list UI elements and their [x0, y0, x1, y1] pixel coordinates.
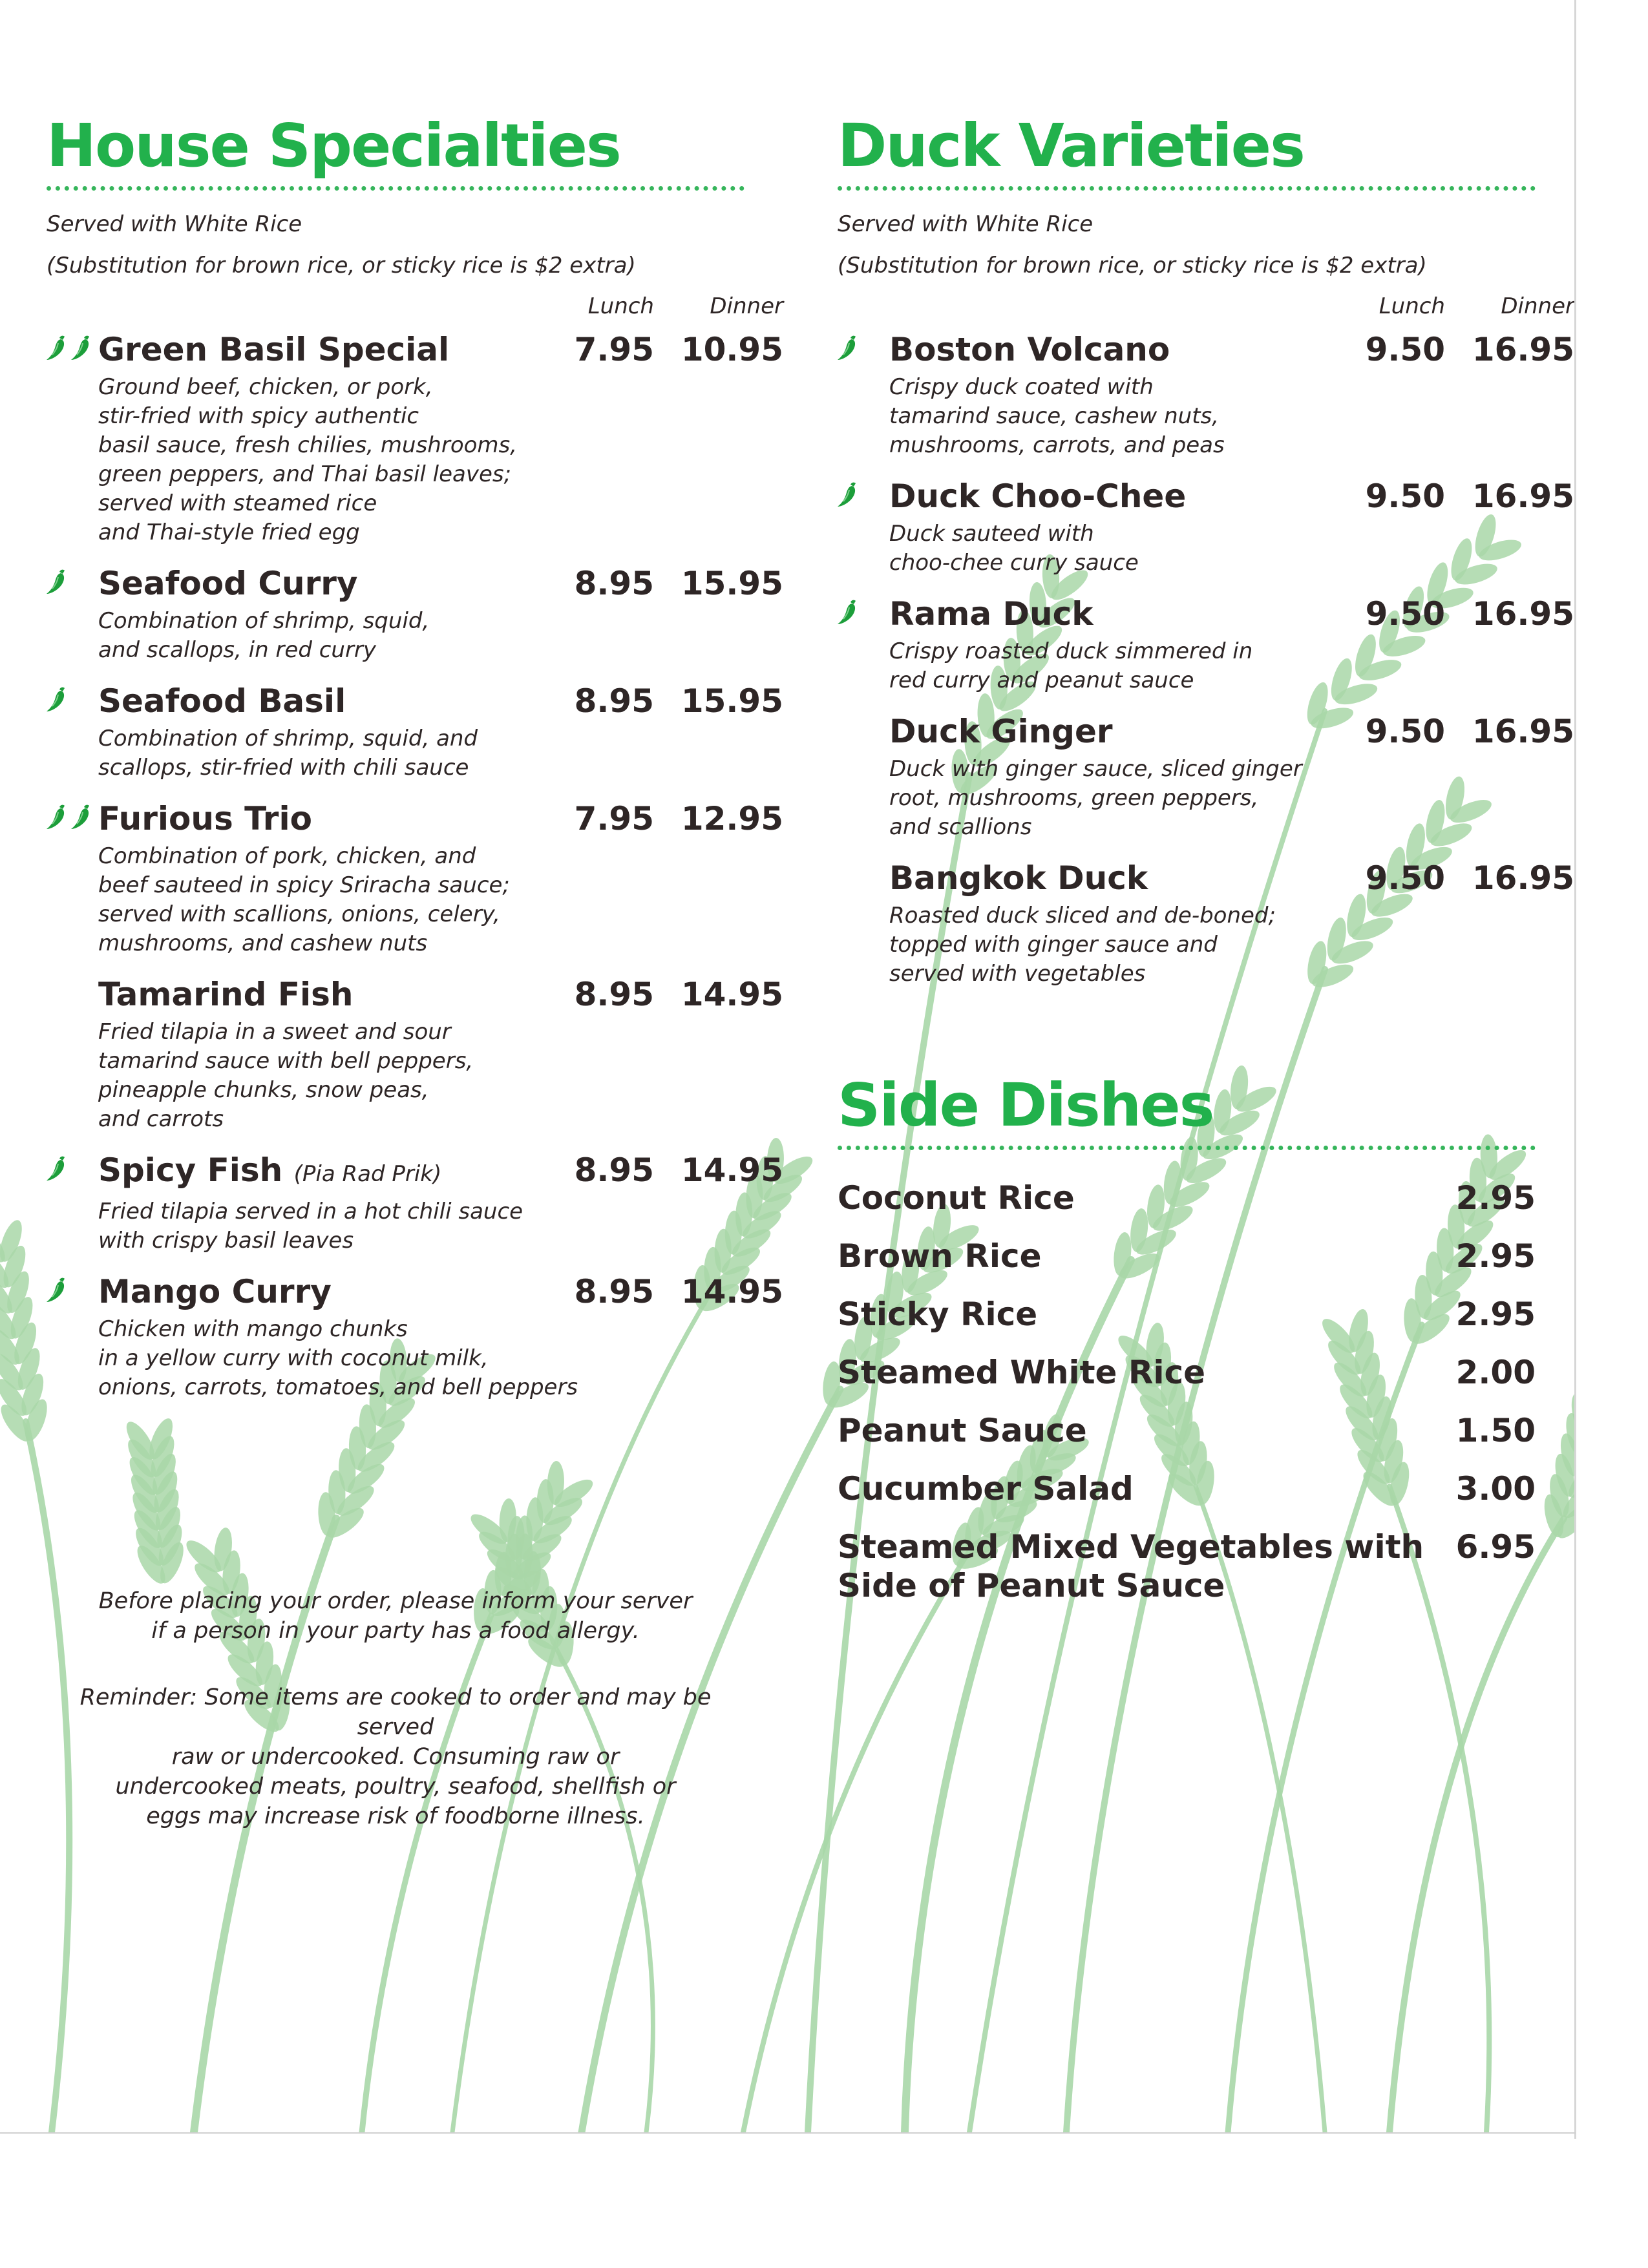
item-name: Green Basil Special: [98, 331, 450, 368]
item-name: Bangkok Duck: [889, 859, 1148, 897]
served-with-note: Served with White Rice: [838, 211, 1093, 237]
lunch-price: 7.95: [574, 800, 654, 837]
item-description: Fried tilapia served in a hot chili sauce with crispy basil leaves: [98, 1199, 523, 1254]
side-dish-item: [838, 1411, 1536, 1469]
side-dish-price: 2.95: [1455, 1296, 1536, 1333]
item-name: Spicy Fish (Pia Rad Prik): [98, 1151, 442, 1189]
menu-item: [47, 1268, 783, 1415]
menu-item: [838, 708, 1574, 855]
menu-item: [838, 855, 1574, 1002]
item-description: Fried tilapia in a sweet and sour tamarind sauce with bell peppers, pineapple chunks, snow peas, and carrots: [98, 1019, 474, 1132]
dinner-price: 12.95: [681, 800, 783, 837]
chili-pepper-icon: [69, 803, 93, 832]
dinner-price: 15.95: [681, 565, 783, 602]
item-name: Rama Duck: [889, 595, 1093, 633]
side-dish-name: Steamed Mixed Vegetables with Side of Peanut Sauce: [838, 1528, 1424, 1604]
side-dish-name: Brown Rice: [838, 1237, 1042, 1275]
dotted-divider: [47, 186, 745, 191]
menu-item-list: [838, 326, 1574, 1002]
menu-item: [47, 1147, 783, 1268]
spicy-indicator: [44, 568, 69, 599]
chili-pepper-icon: [835, 334, 860, 362]
item-name: Duck Choo-Chee: [889, 478, 1187, 515]
price-column-headers: [47, 286, 783, 326]
substitution-note: (Substitution for brown rice, or sticky rice is $2 extra): [838, 253, 1427, 278]
chili-pepper-icon: [44, 1276, 69, 1305]
side-dish-price: 2.95: [1455, 1179, 1536, 1217]
item-name: Mango Curry: [98, 1273, 332, 1310]
spicy-indicator: [44, 1155, 69, 1186]
chili-pepper-icon: [835, 598, 860, 627]
substitution-note: (Substitution for brown rice, or sticky rice is $2 extra): [47, 253, 636, 278]
menu-item: [47, 795, 783, 971]
item-note: (Pia Rad Prik): [293, 1161, 442, 1187]
side-dish-item: [838, 1237, 1536, 1295]
item-description: Chicken with mango chunks in a yellow curry with coconut milk, onions, carrots, tomatoes, and bell peppers: [98, 1316, 578, 1400]
section-title: Duck Varieties: [838, 111, 1304, 180]
dinner-price: 14.95: [681, 976, 783, 1013]
lunch-header: Lunch: [1379, 293, 1445, 319]
spicy-indicator: [835, 481, 860, 512]
chili-pepper-icon: [44, 334, 69, 362]
chili-pepper-icon: [44, 568, 69, 596]
item-name: Seafood Basil: [98, 682, 346, 720]
spicy-indicator: [44, 686, 69, 717]
spicy-indicator: [44, 1276, 69, 1307]
side-dish-item: [838, 1179, 1536, 1237]
house-specialties-section: [47, 110, 783, 1415]
side-dish-item: [838, 1469, 1536, 1528]
chili-pepper-icon: [835, 481, 860, 509]
side-dish-item: [838, 1295, 1536, 1353]
side-dish-item: [838, 1528, 1536, 1612]
lunch-price: 8.95: [574, 682, 654, 720]
chili-pepper-icon: [44, 803, 69, 832]
lunch-price: 7.95: [574, 331, 654, 368]
dotted-divider: [838, 186, 1536, 191]
side-dish-name: Sticky Rice: [838, 1296, 1038, 1333]
menu-item: [838, 591, 1574, 708]
lunch-price: 9.50: [1365, 478, 1445, 515]
dinner-price: 14.95: [681, 1151, 783, 1189]
side-dish-item: [838, 1353, 1536, 1411]
menu-item: [838, 473, 1574, 591]
chili-pepper-icon: [69, 334, 93, 362]
menu-item: [47, 678, 783, 795]
price-column-headers: [838, 286, 1574, 326]
menu-item: [47, 560, 783, 678]
menu-item: [838, 326, 1574, 473]
item-name: Boston Volcano: [889, 331, 1170, 368]
side-dish-price: 3.00: [1455, 1470, 1536, 1507]
lunch-price: 9.50: [1365, 713, 1445, 750]
item-description: Crispy duck coated with tamarind sauce, cashew nuts, mushrooms, carrots, and peas: [889, 374, 1225, 458]
side-dish-price: 2.95: [1455, 1237, 1536, 1275]
side-dish-name: Steamed White Rice: [838, 1354, 1206, 1391]
chili-pepper-icon: [44, 1155, 69, 1183]
dinner-price: 15.95: [681, 682, 783, 720]
lunch-price: 8.95: [574, 1151, 654, 1189]
served-with-note: Served with White Rice: [47, 211, 302, 237]
side-dish-name: Coconut Rice: [838, 1179, 1075, 1217]
menu-item-list: [47, 326, 783, 1415]
section-title: Side Dishes: [838, 1071, 1214, 1140]
dinner-price: 10.95: [681, 331, 783, 368]
chili-pepper-icon: [44, 686, 69, 714]
side-dish-price: 1.50: [1455, 1412, 1536, 1449]
side-dish-name: Peanut Sauce: [838, 1412, 1087, 1449]
lunch-price: 8.95: [574, 1273, 654, 1310]
dinner-price: 16.95: [1472, 331, 1574, 368]
spicy-indicator: [835, 598, 860, 629]
dinner-price: 16.95: [1472, 859, 1574, 897]
page-bottom-edge: [0, 2132, 1576, 2134]
side-dish-list: [838, 1179, 1536, 1612]
item-description: Roasted duck sliced and de-boned; topped with ginger sauce and served with vegetables: [889, 903, 1276, 987]
dinner-price: 16.95: [1472, 595, 1574, 633]
lunch-price: 8.95: [574, 565, 654, 602]
item-description: Duck with ginger sauce, sliced ginger root, mushrooms, green peppers, and scallions: [889, 756, 1302, 840]
dinner-price: 14.95: [681, 1273, 783, 1310]
item-description: Combination of shrimp, squid, and scallops, in red curry: [98, 608, 430, 663]
item-description: Ground beef, chicken, or pork, stir-fried with spicy authentic basil sauce, fresh chilies, mushrooms, green peppers, and Thai basil leaves; served with steamed rice and Thai-style fried egg: [98, 374, 518, 545]
menu-item: [47, 326, 783, 560]
section-title: House Specialties: [47, 111, 620, 180]
item-description: Combination of pork, chicken, and beef sauteed in spicy Sriracha sauce; served with scallions, onions, celery, mushrooms, and cashew nuts: [98, 843, 510, 956]
side-dish-price: 6.95: [1455, 1528, 1536, 1566]
page-edge: [1574, 0, 1576, 2139]
item-description: Combination of shrimp, squid, and scallops, stir-fried with chili sauce: [98, 726, 478, 781]
lunch-price: 9.50: [1365, 859, 1445, 897]
allergy-notice: Before placing your order, please inform your server if a person in your party has a food allergy.: [98, 1588, 693, 1644]
lunch-price: 9.50: [1365, 595, 1445, 633]
spicy-indicator: [44, 334, 93, 365]
dinner-price: 16.95: [1472, 713, 1574, 750]
dinner-header: Dinner: [710, 293, 783, 319]
side-dish-name: Cucumber Salad: [838, 1470, 1134, 1507]
dinner-price: 16.95: [1472, 478, 1574, 515]
item-name: Seafood Curry: [98, 565, 358, 602]
lunch-header: Lunch: [587, 293, 654, 319]
side-dishes-section: [838, 1069, 1536, 1612]
duck-varieties-section: [838, 110, 1574, 1612]
item-description: Duck sauteed with choo-chee curry sauce: [889, 521, 1139, 576]
lunch-price: 9.50: [1365, 331, 1445, 368]
lunch-price: 8.95: [574, 976, 654, 1013]
spicy-indicator: [835, 334, 860, 365]
food-safety-reminder: Reminder: Some items are cooked to order and may be served raw or undercooked. Consuming raw or undercooked meats, poultry, seafood, shellfish or eggs may increase risk of foodborne illness.: [79, 1685, 712, 1829]
item-description: Crispy roasted duck simmered in red curry and peanut sauce: [889, 638, 1253, 693]
item-name: Duck Ginger: [889, 713, 1113, 750]
item-name: Furious Trio: [98, 800, 312, 837]
item-name: Tamarind Fish: [98, 976, 354, 1013]
dotted-divider: [838, 1146, 1536, 1150]
side-dish-price: 2.00: [1455, 1354, 1536, 1391]
spicy-indicator: [44, 803, 93, 834]
menu-item: [47, 971, 783, 1147]
dinner-header: Dinner: [1501, 293, 1574, 319]
